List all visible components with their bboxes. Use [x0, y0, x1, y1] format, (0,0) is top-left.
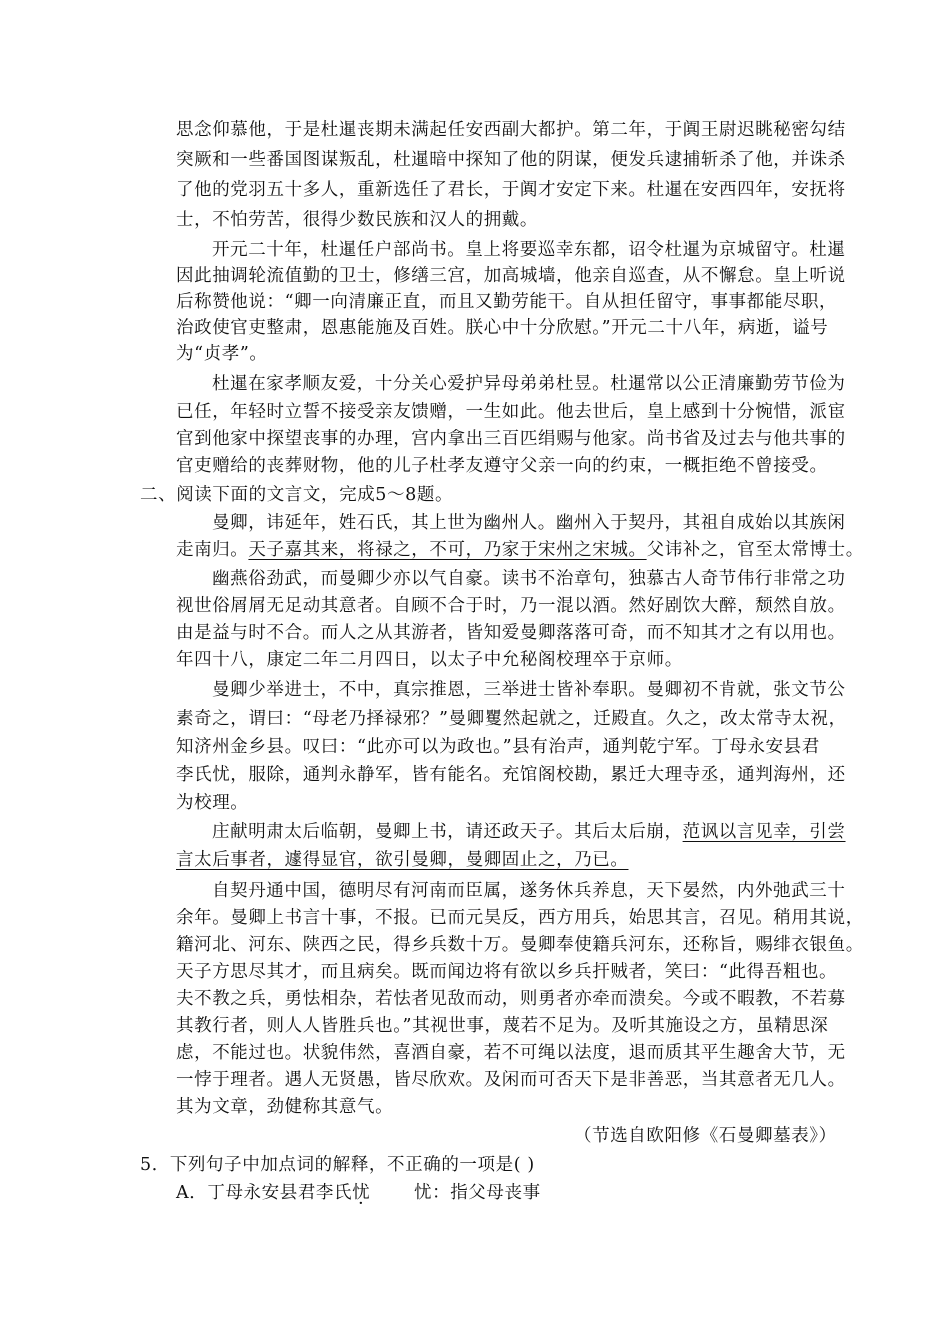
text-line: 突厥和一些番国图谋叛乱，杜暹暗中探知了他的阴谋，便发兵逮捕斩杀了他，并诛杀 [176, 150, 846, 170]
source-citation: （节选自欧阳修《石曼卿墓表》） [574, 1126, 837, 1146]
text-line [176, 847, 629, 873]
text-line: 曼卿，讳延年，姓石氏，其上世为幽州人。幽州入于契丹，其祖自成始以其族闲 [212, 513, 846, 533]
text-line: 李氏忧，服除，通判永静军，皆有能名。充馆阁校勘，累迁大理寺丞，通判海州，还 [176, 765, 846, 785]
text-line: 年四十八，康定二年二月四日，以太子中允秘阁校理卒于京师。 [176, 650, 683, 670]
text-line: 自契丹通中国，德明尽有河南而臣属，遂务休兵养息，天下晏然，内外弛武三十 [212, 881, 846, 901]
text-line: 后称赞他说：“卿一向清廉正直，而且又勤劳能干。自从担任留守，事事都能尽职， [176, 292, 838, 312]
text-line: 因此抽调轮流值勤的卫士，修缮三宫，加高城墙，他亲自巡查，从不懈怠。皇上听说 [176, 266, 846, 286]
question-5: 5．下列句子中加点词的解释，不正确的一项是( ) [140, 1155, 535, 1175]
text-line [176, 537, 864, 563]
text-line: 余年。曼卿上书言十事，不报。已而元昊反，西方用兵，始思其言，召见。稍用其说， [176, 908, 864, 928]
text-line: 籍河北、河东、陕西之民，得乡兵数十万。曼卿奉使籍兵河东，还称旨，赐绯衣银鱼。 [176, 935, 864, 955]
underlined-sentence: 言太后事者，遽得显官，欲引曼卿，曼卿固止之，乃已。 [176, 850, 629, 870]
text-line: 天子方思尽其才，而且病矣。既而闻边将有欲以乡兵扞贼者，笑曰：“此得吾粗也。 [176, 962, 838, 982]
option-a-explanation: 忧：指父母丧事 [414, 1183, 541, 1203]
text-line: 幽燕俗劲武，而曼卿少亦以气自豪。读书不治章句，独慕古人奇节伟行非常之功 [212, 569, 846, 589]
option-a [176, 1180, 370, 1206]
text-segment: 父讳补之，官至太常博士。 [646, 540, 864, 560]
text-line: 由是益与时不合。而人之从其游者，皆知爱曼卿落落可奇，而不知其才之有以用也。 [176, 623, 846, 643]
text-line: 杜暹在家孝顺友爱，十分关心爱护异母弟弟杜昱。杜暹常以公正清廉勤劳节俭为 [212, 374, 846, 394]
text-line: 素奇之，谓曰：“母老乃择禄邪？”曼卿矍然起就之，迁殿直。久之，改太常寺太祝， [176, 709, 847, 729]
text-line: 其教行者，则人人皆胜兵也。”其视世事，蔑若不足为。及听其施设之方，虽精思深 [176, 1016, 829, 1036]
section-heading: 二、阅读下面的文言文，完成5～8题。 [140, 485, 454, 505]
text-line: 视世俗屑屑无足动其意者。自顾不合于时，乃一混以酒。然好剧饮大醉，颓然自放。 [176, 596, 846, 616]
text-line [212, 819, 846, 845]
underlined-sentence: 天子嘉其来，将禄之，不可，乃家于宋州之宋城。 [248, 540, 647, 560]
text-line: 治政使官吏整肃，恩惠能施及百姓。朕心中十分欣慰。”开元二十八年，病逝，谥号 [176, 318, 829, 338]
text-segment: 庄献明肃太后临朝，曼卿上书，请还政天子。其后太后崩， [212, 822, 683, 842]
text-segment: 走南归。 [176, 540, 249, 560]
text-line: 为“贞孝”。 [176, 344, 268, 364]
text-line: 其为文章，劲健称其意气。 [176, 1097, 394, 1117]
text-line: 开元二十年，杜暹任户部尚书。皇上将要巡幸东都，诏令杜暹为京城留守。杜暹 [212, 240, 846, 260]
text-line: 知济州金乡县。叹曰：“此亦可以为政也。”县有治声，通判乾宁军。丁母永安县君 [176, 737, 820, 757]
option-a-text: A．丁母永安县君李氏 [176, 1183, 353, 1203]
dotted-word: 忧 [352, 1183, 371, 1203]
text-line: 思念仰慕他，于是杜暹丧期未满起任安西副大都护。第二年，于阗王尉迟眺秘密勾结 [176, 120, 846, 140]
underlined-sentence: 范讽以言见幸，引尝 [682, 822, 846, 842]
text-line: 曼卿少举进士，不中，真宗推恩，三举进士皆补奉职。曼卿初不肯就，张文节公 [212, 680, 846, 700]
text-line: 为校理。 [176, 793, 249, 813]
text-line: 已任，年轻时立誓不接受亲友馈赠，一生如此。他去世后，皇上感到十分惋惜，派宦 [176, 402, 846, 422]
text-line: 一悖于理者。遇人无贤愚，皆尽欣欢。及闲而可否天下是非善恶，当其意者无几人。 [176, 1070, 846, 1090]
text-line: 夫不教之兵，勇怯相杂，若怯者见敌而动，则勇者亦牵而溃矣。今或不暇教，不若募 [176, 989, 846, 1009]
text-line: 官吏赠给的丧葬财物，他的儿子杜孝友遵守父亲一向的约束，一概拒绝不曾接受。 [176, 456, 828, 476]
text-line: 了他的党羽五十多人，重新选任了君长，于阗才安定下来。杜暹在安西四年，安抚将 [176, 180, 846, 200]
text-line: 虑，不能过也。状貌伟然，喜酒自豪，若不可绳以法度，退而质其平生趣舍大节，无 [176, 1043, 846, 1063]
text-line: 士，不怕劳苦，很得少数民族和汉人的拥戴。 [176, 210, 538, 230]
text-line: 官到他家中探望丧事的办理，宫内拿出三百匹绢赐与他家。尚书省及过去与他共事的 [176, 429, 846, 449]
